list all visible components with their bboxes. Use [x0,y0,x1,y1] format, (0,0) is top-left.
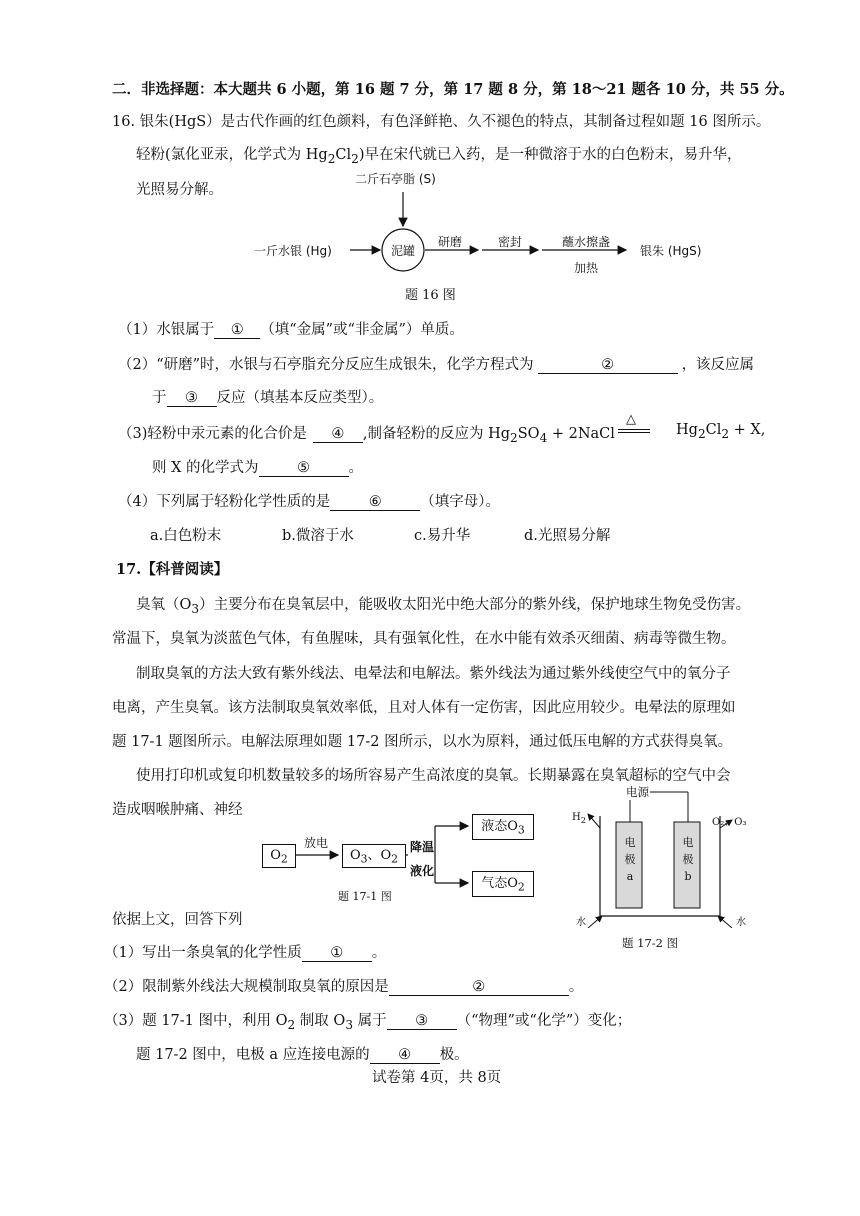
q16-hg-label: 一斤水银 (Hg) [254,244,332,258]
q17-title: 17.【科普阅读】 [116,561,229,578]
water-label-right: 水 [736,917,746,928]
option-a[interactable]: a.白色粉末 [150,528,222,544]
q17-p1b: 常温下，臭氧为淡蓝色气体，有鱼腥味，具有强氧化性，在水中能有效杀灭细菌、病毒等微生物。 [112,631,736,647]
q16-pot-label: 泥罐 [391,244,416,258]
answer-blank-3[interactable]: ③ [167,390,217,407]
q16-sub3: （3)轻粉中汞元素的化合价是 ④ ,制备轻粉的反应为 $Hg_2SO_4$ + 2NaCl [118,426,615,445]
box-gas-o2: 气态$O_2$ [472,871,534,897]
answer-blank-17-3[interactable]: ③ [387,1013,457,1030]
label-liquefy: 液化 [410,864,435,878]
q16-line3: 光照易分解。 [136,182,223,198]
fig17-1-caption: 题 17-1 图 [338,890,392,903]
q16-product: 银朱 (HgS) [640,244,702,258]
section-title: 二．非选择题：本大题共 6 小题，第 16 题 7 分，第 17 题 8 分，第 18～21 题各 10 分，共 55 分。 [112,81,794,98]
box-liquid-o3: 液态$O_3$ [472,814,534,840]
q17-p4: 依据上文，回答下列 [112,912,243,928]
q17-sub2: （2）限制紫外线法大规模制取臭氧的原因是 ② 。 [104,979,584,995]
label-cool: 降温 [410,840,435,854]
answer-blank-5[interactable]: ⑤ [259,460,349,477]
q16-intro: 16. 银朱(HgS）是古代作画的红色颜料，有色泽鲜艳、久不褪色的特点，其制备过程如题 16 图所示。 [112,114,771,130]
q16-step-seal: 密封 [498,235,523,249]
box-o2: $O_2$ [262,844,296,868]
q16-step-heat: 加热 [574,261,599,275]
q16-sub3b: 则 X 的化学式为 ⑤ 。 [152,460,364,476]
answer-blank-2[interactable]: ② [538,357,678,374]
q17-sub3: （3）题 17-1 图中，利用 $O_2$ 制取 $O_3$ 属于 ③ （“物理”或“化学”）变化； [104,1013,632,1032]
q17-p3a: 使用打印机或复印机数量较多的场所容易产生高浓度的臭氧。长期暴露在臭氧超标的空气中会 [136,768,731,784]
answer-blank-6[interactable]: ⑥ [330,494,420,511]
power-label: 电源 [626,785,649,799]
q16-step-grind: 研磨 [438,235,463,249]
q17-p1a: 臭氧$(O_3)$主要分布在臭氧层中，能吸收太阳光中绝大部分的紫外线，保护地球生物免受伤害。 [136,597,751,616]
fig17-2-caption: 题 17-2 图 [622,936,679,950]
q16-sub1: （1）水银属于 ① （填“金属”或“非金属”）单质。 [118,322,464,338]
q16-sub4: （4）下列属于轻粉化学性质的是 ⑥ （填字母）。 [118,494,500,510]
q16-top-label: 二斤石亭脂 (S) [355,172,436,186]
q17-p2a: 制取臭氧的方法大致有紫外线法、电晕法和电解法。紫外线法为通过紫外线使空气中的氧分子 [136,666,731,682]
label-discharge: 放电 [304,836,329,850]
equation-double-line [618,429,650,433]
electrode-a-label: 电 极 a [624,836,636,883]
q16-line2: 轻粉(氯化亚汞，化学式为 $Hg_2Cl_2$)早在宋代就已入药，是一种微溶于水的白色粉末，易升华， [136,147,742,166]
answer-blank-17-1[interactable]: ① [302,945,372,962]
option-c[interactable]: c.易升华 [414,528,471,544]
electrode-b-label: 电 极 b [682,836,694,883]
water-label-left: 水 [576,917,586,928]
delta-symbol: △ [626,412,636,427]
q17-sub3b: 题 17-2 图中，电极 a 应连接电源的 ④ 极。 [136,1047,469,1063]
option-d[interactable]: d.光照易分解 [524,528,611,544]
answer-blank-1[interactable]: ① [214,322,260,339]
box-o3-o2: $O_3$、$O_2$ [342,844,406,868]
answer-blank-4[interactable]: ④ [313,426,363,443]
q17-p3b: 造成咽喉肿痛、神经 [112,802,243,818]
q16-caption: 题 16 图 [405,288,456,303]
q16-sub3-product: $Hg_2Cl_2 + X$, [676,422,766,441]
answer-blank-17-2[interactable]: ② [389,979,569,996]
q17-p2b: 电离，产生臭氧。该方法制取臭氧效率低，且对人体有一定伤害，因此应用较少。电晕法的原理如 [112,700,736,716]
o2-o3-label: O₂、O₃ [712,817,747,828]
q17-p2c: 题 17-1 题图所示。电解法原理如题 17-2 图所示，以水为原料，通过低压电解的方式获得臭氧。 [112,734,733,750]
q16-sub2b: 于 ③ 反应（填基本反应类型）。 [152,390,384,406]
q17-sub1: （1）写出一条臭氧的化学性质 ① 。 [104,945,387,961]
option-b[interactable]: b.微溶于水 [282,528,354,544]
h2-label: $H_2$ [572,812,587,825]
q16-step-wet: 蘸水擦盏 [562,235,611,249]
q16-sub2: （2）“研磨”时，水银与石亭脂充分反应生成银朱，化学方程式为 ② ，该反应属 [118,357,755,373]
answer-blank-17-4[interactable]: ④ [370,1047,440,1064]
page-footer: 试卷第 4页，共 8页 [372,1070,502,1086]
q16-flow-diagram [240,186,720,276]
fig17-2-diagram [560,778,760,928]
